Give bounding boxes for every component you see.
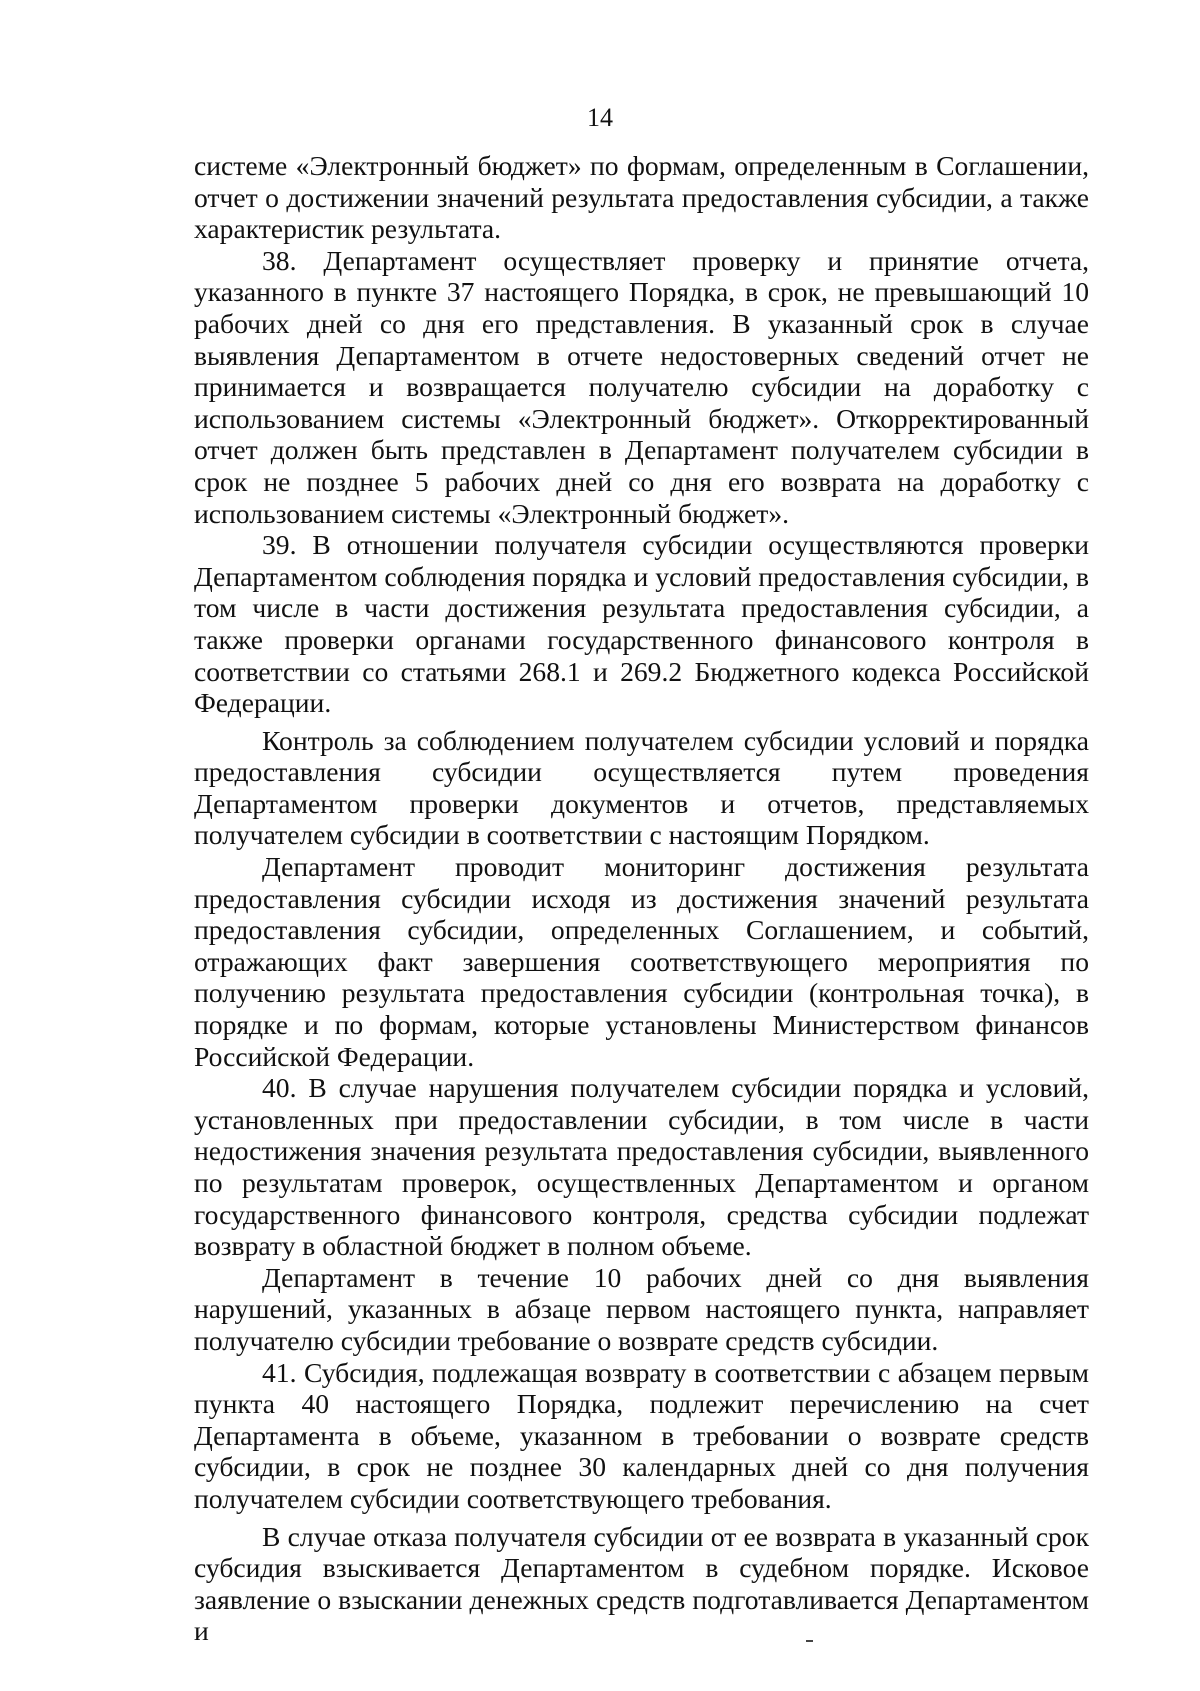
paragraph-continuation: системе «Электронный бюджет» по формам, определенным в Соглашении, отчет о достижении значений результата предоставления субсидии, а также характеристик результата. — [194, 150, 1089, 245]
paragraph-item-40: 40. В случае нарушения получателем субсидии порядка и условий, установленных при предоставлении субсидии, в том числе в части недостижения значения результата предоставления субсидии, выявленного по результатам проверок, осуществленных Департаментом и органом государственного финансового контроля, средства субсидии подлежат возврату в областной бюджет в полном объеме. — [194, 1072, 1089, 1262]
paragraph-requirement: Департамент в течение 10 рабочих дней со дня выявления нарушений, указанных в абзаце первом настоящего пункта, направляет получателю субсидии требование о возврате средств субсидии. — [194, 1261, 1089, 1356]
paragraph-item-38: 38. Департамент осуществляет проверку и принятие отчета, указанного в пункте 37 настоящего Порядка, в срок, не превышающий 10 рабочих дней со дня его представления. В указанный срок в случае выявления Департаментом в отчете недостоверных сведений отчет не принимается и возвращается получателю субсидии на доработку с использованием системы «Электронный бюджет». Откорректированный отчет должен быть представлен в Департамент получателем субсидии в срок не позднее 5 рабочих дней со дня его возврата на доработку с использованием системы «Электронный бюджет». — [194, 244, 1089, 529]
paragraph-monitoring: Департамент проводит мониторинг достижения результата предоставления субсидии исходя из достижения значений результата предоставления субсидии, определенных Соглашением, и событий, отражающих факт завершения соответствующего мероприятия по получению результата предоставления субсидии (контрольная точка), в порядке и по формам, которые установлены Министерством финансов Российской Федерации. — [194, 851, 1089, 1072]
paragraph-item-41: 41. Субсидия, подлежащая возврату в соответствии с абзацем первым пункта 40 настоящего Порядка, подлежит перечислению на счет Департамента в объеме, указанном в требовании о возврате средств субсидии, в срок не позднее 30 календарных дней со дня получения получателем субсидии соответствующего требования. — [194, 1356, 1089, 1514]
paragraph-item-39: 39. В отношении получателя субсидии осуществляются проверки Департаментом соблюдения порядка и условий предоставления субсидии, в том числе в части достижения результата предоставления субсидии, а также проверки органами государственного финансового контроля в соответствии со статьями 268.1 и 269.2 Бюджетного кодекса Российской Федерации. — [194, 529, 1089, 719]
paragraph-refusal: В случае отказа получателя субсидии от ее возврата в указанный срок субсидия взыскивается Департаментом в судебном порядке. Исковое заявление о взыскании денежных средств подготавливается Департаментом и — [194, 1520, 1089, 1647]
document-body — [194, 150, 1089, 1647]
paragraph-control: Контроль за соблюдением получателем субсидии условий и порядка предоставления субсидии осуществляется путем проведения Департаментом проверки документов и отчетов, представляемых получателем субсидии в соответствии с настоящим Порядком. — [194, 724, 1089, 851]
scan-mark — [806, 1640, 813, 1642]
page-number: 14 — [587, 103, 613, 132]
